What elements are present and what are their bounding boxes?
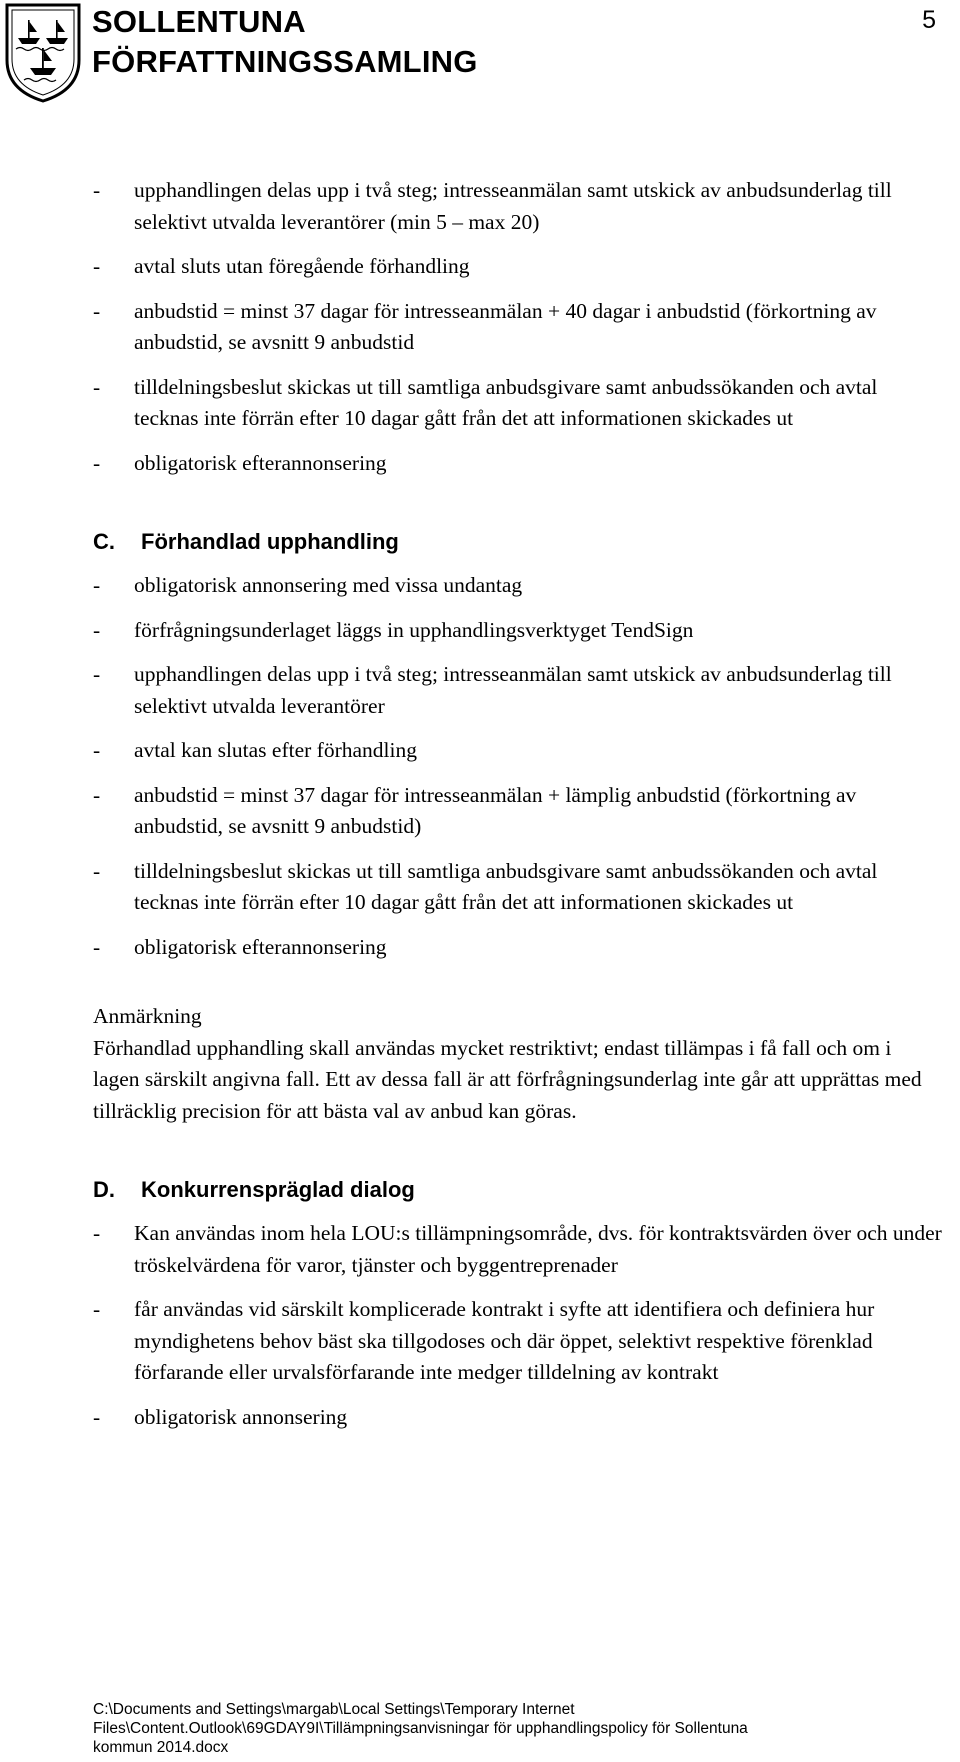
organization-name: SOLLENTUNA	[92, 4, 306, 39]
section-d-heading	[93, 1174, 943, 1205]
note-title: Anmärkning	[93, 1004, 202, 1028]
list-dash: -	[93, 1404, 101, 1429]
list-item: - tilldelningsbeslut skickas ut till samtliga anbudsgivare samt anbudssökanden och avtal tecknas inte förrän efter 10 dagar gått från det att informationen skickades ut	[93, 372, 943, 435]
list-item: - obligatorisk annonsering	[93, 1402, 943, 1434]
section-letter: D.	[93, 1177, 115, 1202]
list-dash: -	[93, 858, 101, 883]
section-c-list	[93, 570, 943, 963]
footer-path-line: kommun 2014.docx	[93, 1739, 229, 1756]
list-dash: -	[93, 1221, 101, 1245]
list-item: - får användas vid särskilt komplicerade kontrakt i syfte att identifiera och definiera hur myndighetens behov bäst ska tillgodoses och där öppet, selektivt respektive förenklad förfarande eller urvalsförfarande inte medger tilldelning av kontrakt	[93, 1294, 943, 1389]
footer-path-line: Files\Content.Outlook\69GDAY9I\Tillämpningsanvisningar för upphandlingspolicy för Sollentuna	[93, 1720, 748, 1737]
list-item: - obligatorisk annonsering med vissa undantag	[93, 570, 943, 602]
list-dash: -	[93, 298, 101, 323]
list-dash: -	[93, 1297, 101, 1321]
list-dash: -	[93, 374, 101, 399]
list-dash: -	[93, 254, 101, 278]
list-item: - tilldelningsbeslut skickas ut till samtliga anbudsgivare samt anbudssökanden och avtal tecknas inte förrän efter 10 dagar gått från det att informationen skickades ut	[93, 856, 943, 919]
section-letter: C.	[93, 529, 115, 554]
section-b-list	[93, 175, 943, 479]
list-item: - anbudstid = minst 37 dagar för intresseanmälan + 40 dagar i anbudstid (förkortning av anbudstid, se avsnitt 9 anbudstid	[93, 296, 943, 359]
sollentuna-crest-icon	[4, 2, 82, 104]
note-text: Förhandlad upphandling skall användas mycket restriktivt; endast tillämpas i få fall och om i lagen särskilt angivna fall. Ett av dessa fall är att förfrågningsunderlag inte går att upprättas med tillräcklig precision för att bästa val av anbud kan göras.	[93, 1035, 922, 1123]
list-item: - upphandlingen delas upp i två steg; intresseanmälan samt utskick av anbudsunderlag till selektivt utvalda leverantörer	[93, 659, 943, 722]
list-item: - anbudstid = minst 37 dagar för intresseanmälan + lämplig anbudstid (förkortning av anbudstid, se avsnitt 9 anbudstid)	[93, 780, 943, 843]
section-title: Konkurrenspräglad dialog	[141, 1177, 415, 1202]
list-item: - Kan användas inom hela LOU:s tillämpningsområde, dvs. för kontraktsvärden över och under tröskelvärdena för varor, tjänster och byggentreprenader	[93, 1218, 943, 1281]
list-item: - upphandlingen delas upp i två steg; intresseanmälan samt utskick av anbudsunderlag till selektivt utvalda leverantörer (min 5 – max 20)	[93, 175, 943, 238]
file-path-footer	[93, 1700, 943, 1757]
list-item: - avtal kan slutas efter förhandling	[93, 735, 943, 767]
list-dash: -	[93, 573, 101, 597]
footer-path-line: C:\Documents and Settings\margab\Local Settings\Temporary Internet	[93, 1701, 575, 1718]
list-dash: -	[93, 450, 101, 475]
list-dash: -	[93, 617, 101, 642]
list-item: - avtal sluts utan föregående förhandling	[93, 251, 943, 283]
page-header	[0, 0, 960, 110]
list-item: - förfrågningsunderlaget läggs in upphandlingsverktyget TendSign	[93, 615, 943, 647]
list-item: - obligatorisk efterannonsering	[93, 448, 943, 480]
list-dash: -	[93, 738, 101, 762]
document-body	[93, 175, 943, 1446]
section-c-heading	[93, 526, 943, 557]
page-number: 5	[922, 6, 936, 34]
section-title: Förhandlad upphandling	[141, 529, 399, 554]
list-item: - obligatorisk efterannonsering	[93, 932, 943, 964]
list-dash: -	[93, 178, 101, 202]
list-dash: -	[93, 662, 101, 686]
collection-name: FÖRFATTNINGSSAMLING	[92, 44, 478, 79]
list-dash: -	[93, 934, 101, 959]
list-dash: -	[93, 782, 101, 807]
section-d-list	[93, 1218, 943, 1433]
